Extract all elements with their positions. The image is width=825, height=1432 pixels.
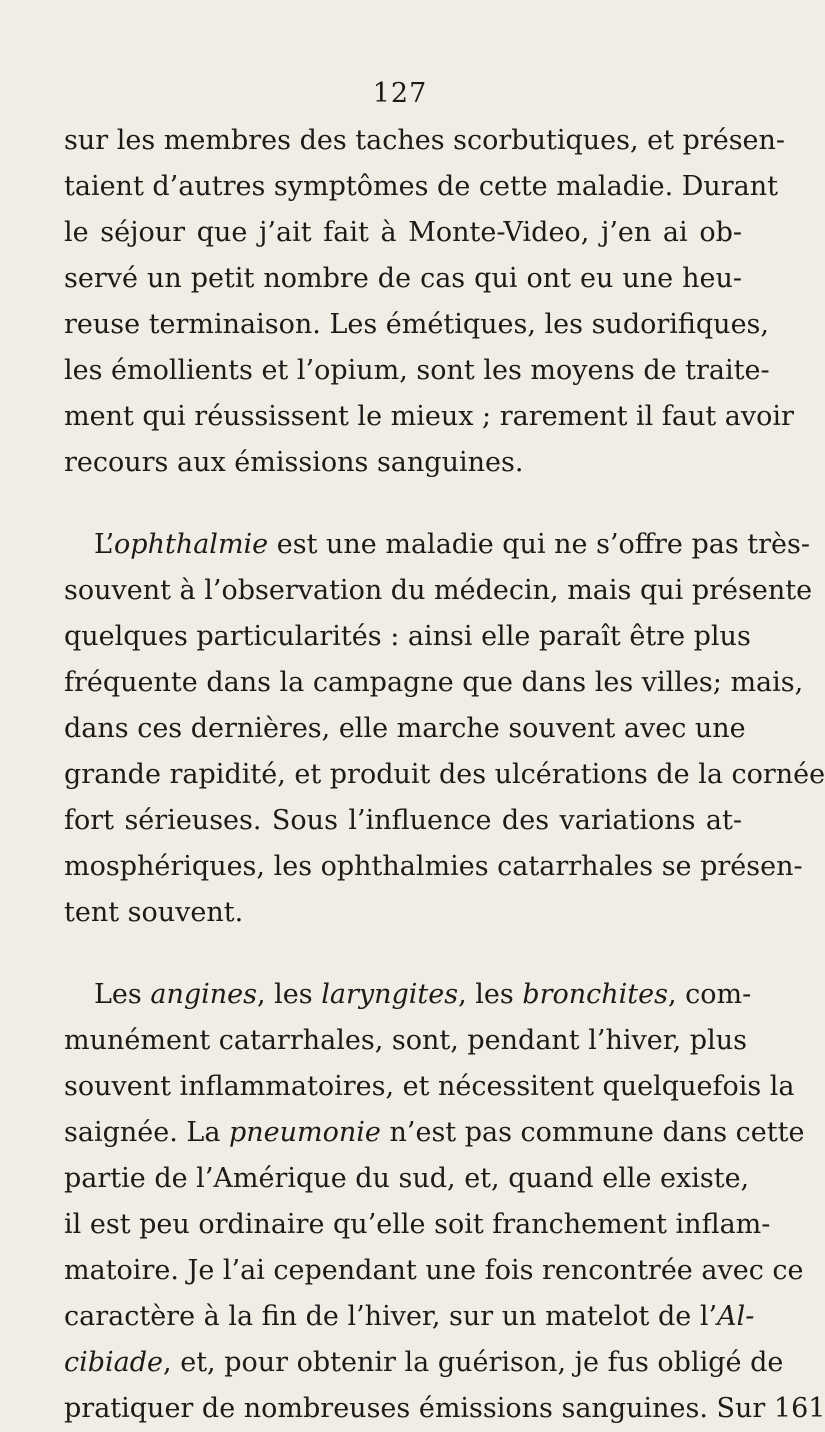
- text-line: Les angines, les laryngites, les bronchites, com-: [94, 979, 752, 1010]
- text-line: il est peu ordinaire qu’elle soit franchement inflam-: [64, 1209, 771, 1240]
- text-line: dans ces dernières, elle marche souvent avec une: [64, 713, 746, 744]
- text-line: L’ophthalmie est une maladie qui ne s’offre pas très-: [94, 529, 810, 560]
- text-line: matoire. Je l’ai cependant une fois rencontrée avec ce: [64, 1255, 804, 1286]
- text-line: recours aux émissions sanguines.: [64, 447, 524, 478]
- body-text: [64, 118, 825, 1432]
- paragraph: [64, 972, 825, 1432]
- text-line: reuse terminaison. Les émétiques, les sudorifiques,: [64, 309, 769, 340]
- text-line: sur les membres des taches scorbutiques, et présen-: [64, 125, 786, 156]
- text-line: grande rapidité, et produit des ulcérations de la cornée: [64, 759, 825, 790]
- text-line: souvent inflammatoires, et nécessitent quelquefois la: [64, 1071, 795, 1102]
- text-line: le séjour que j’ait fait à Monte-Video, j’en ai ob-: [64, 217, 742, 248]
- text-line: saignée. La pneumonie n’est pas commune dans cette: [64, 1117, 805, 1148]
- paragraph: [64, 118, 794, 486]
- text-line: souvent à l’observation du médecin, mais qui présente: [64, 575, 813, 606]
- text-line: les émollients et l’opium, sont les moyens de traite-: [64, 355, 770, 386]
- paragraph: [64, 522, 825, 936]
- text-line: munément catarrhales, sont, pendant l’hiver, plus: [64, 1025, 747, 1056]
- text-line: quelques particularités : ainsi elle paraît être plus: [64, 621, 751, 652]
- text-line: fréquente dans la campagne que dans les villes; mais,: [64, 667, 804, 698]
- text-line: mosphériques, les ophthalmies catarrhales se présen-: [64, 851, 803, 882]
- text-line: fort sérieuses. Sous l’influence des variations at-: [64, 805, 742, 836]
- text-line: ment qui réussissent le mieux ; rarement il faut avoir: [64, 401, 794, 432]
- text-line: caractère à la fin de l’hiver, sur un matelot de l’Al-: [64, 1301, 755, 1332]
- page-number: 127: [372, 78, 428, 109]
- text-line: partie de l’Amérique du sud, et, quand elle existe,: [64, 1163, 750, 1194]
- text-line: cibiade, et, pour obtenir la guérison, je fus obligé de: [64, 1347, 784, 1378]
- text-line: tent souvent.: [64, 897, 244, 928]
- text-line: taient d’autres symptômes de cette maladie. Durant: [64, 171, 779, 202]
- text-line: servé un petit nombre de cas qui ont eu une heu-: [64, 263, 742, 294]
- text-line: pratiquer de nombreuses émissions sanguines. Sur 161: [64, 1393, 825, 1424]
